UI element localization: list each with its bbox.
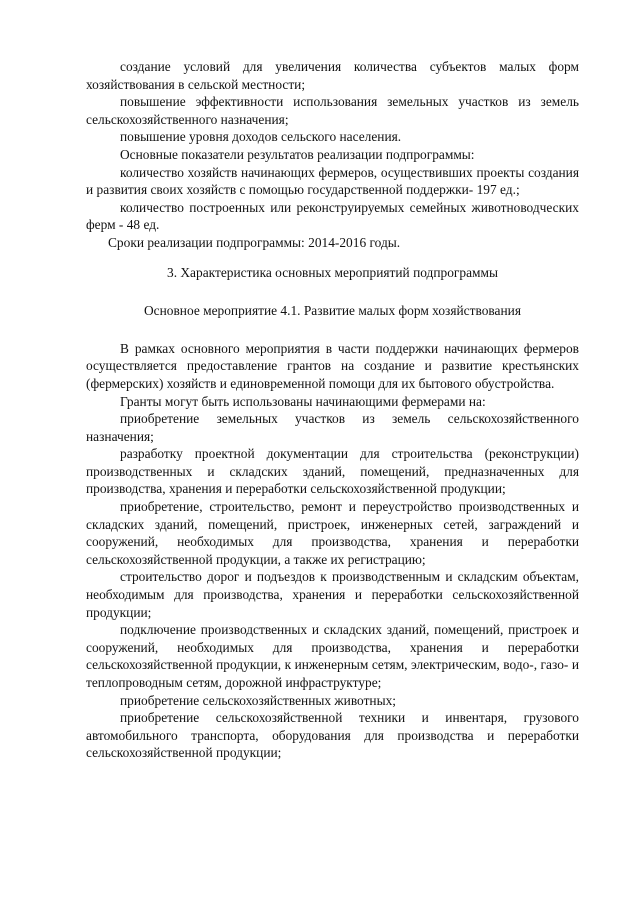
list-item-machinery: приобретение сельскохозяйственной техники и инвентаря, грузового автомобильного транспорта, оборудования для производства и переработки сельскохозяйственной продукции; bbox=[86, 710, 579, 761]
paragraph-grants-usage: Гранты могут быть использованы начинающими фермерами на: bbox=[120, 393, 486, 409]
paragraph-indicator-farms: количество хозяйств начинающих фермеров, осуществивших проекты создания и развития своих хозяйств с помощью государственной поддержки- 197 ед.; bbox=[86, 164, 579, 198]
document-page bbox=[86, 58, 579, 762]
paragraph-goal-income: повышение уровня доходов сельского населения. bbox=[120, 129, 402, 145]
paragraph-goal-land-efficiency: повышение эффективности использования земельных участков из земель сельскохозяйственного назначения; bbox=[86, 94, 579, 127]
subsection-heading: Основное мероприятие 4.1. Развитие малых форм хозяйствования bbox=[144, 303, 521, 319]
paragraph-grants-intro: В рамках основного мероприятия в части поддержки начинающих фермеров осуществляется предоставление грантов на создание и развитие крестьянских (фермерских) хозяйств и единовременной помощи для их бытового обустройства. bbox=[86, 340, 579, 391]
list-item-construction: приобретение, строительство, ремонт и переустройство производственных и складских зданий, помещений, пристроек, инженерных сетей, заграждений и сооружений, необходимых для производства, хранения и переработки сельскохозяйственной продукции, а также их регистрацию; bbox=[86, 499, 579, 567]
paragraph-goal-small-forms: создание условий для увеличения количества субъектов малых форм хозяйствования в сельской местности; bbox=[86, 59, 579, 92]
paragraph-implementation-period: Сроки реализации подпрограммы: 2014-2016 годы. bbox=[108, 234, 401, 250]
list-item-project-documentation: разработку проектной документации для строительства (реконструкции) производственных и складских зданий, помещений, предназначенных для производства, хранения и переработки сельскохозяйственной продукции; bbox=[86, 446, 579, 497]
list-item-animals: приобретение сельскохозяйственных животных; bbox=[120, 692, 397, 708]
paragraph-indicators-intro: Основные показатели результатов реализации подпрограммы: bbox=[120, 146, 475, 162]
list-item-utilities: подключение производственных и складских зданий, помещений, пристроек и сооружений, необходимых для производства, хранения и переработки сельскохозяйственной продукции, к инженерным сетям, электрическим, водо-, газо- и теплопроводным сетям, дорожной инфраструктуре; bbox=[86, 622, 579, 690]
list-item-roads: строительство дорог и подъездов к производственным и складским объектам, необходимым для производства, хранения и переработки сельскохозяйственной продукции; bbox=[86, 569, 579, 620]
paragraph-indicator-livestock-farms: количество построенных или реконструируемых семейных животноводческих ферм - 48 ед. bbox=[86, 199, 579, 233]
list-item-land-purchase: приобретение земельных участков из земель сельскохозяйственного назначения; bbox=[86, 411, 579, 444]
section-heading: 3. Характеристика основных мероприятий подпрограммы bbox=[167, 264, 498, 280]
